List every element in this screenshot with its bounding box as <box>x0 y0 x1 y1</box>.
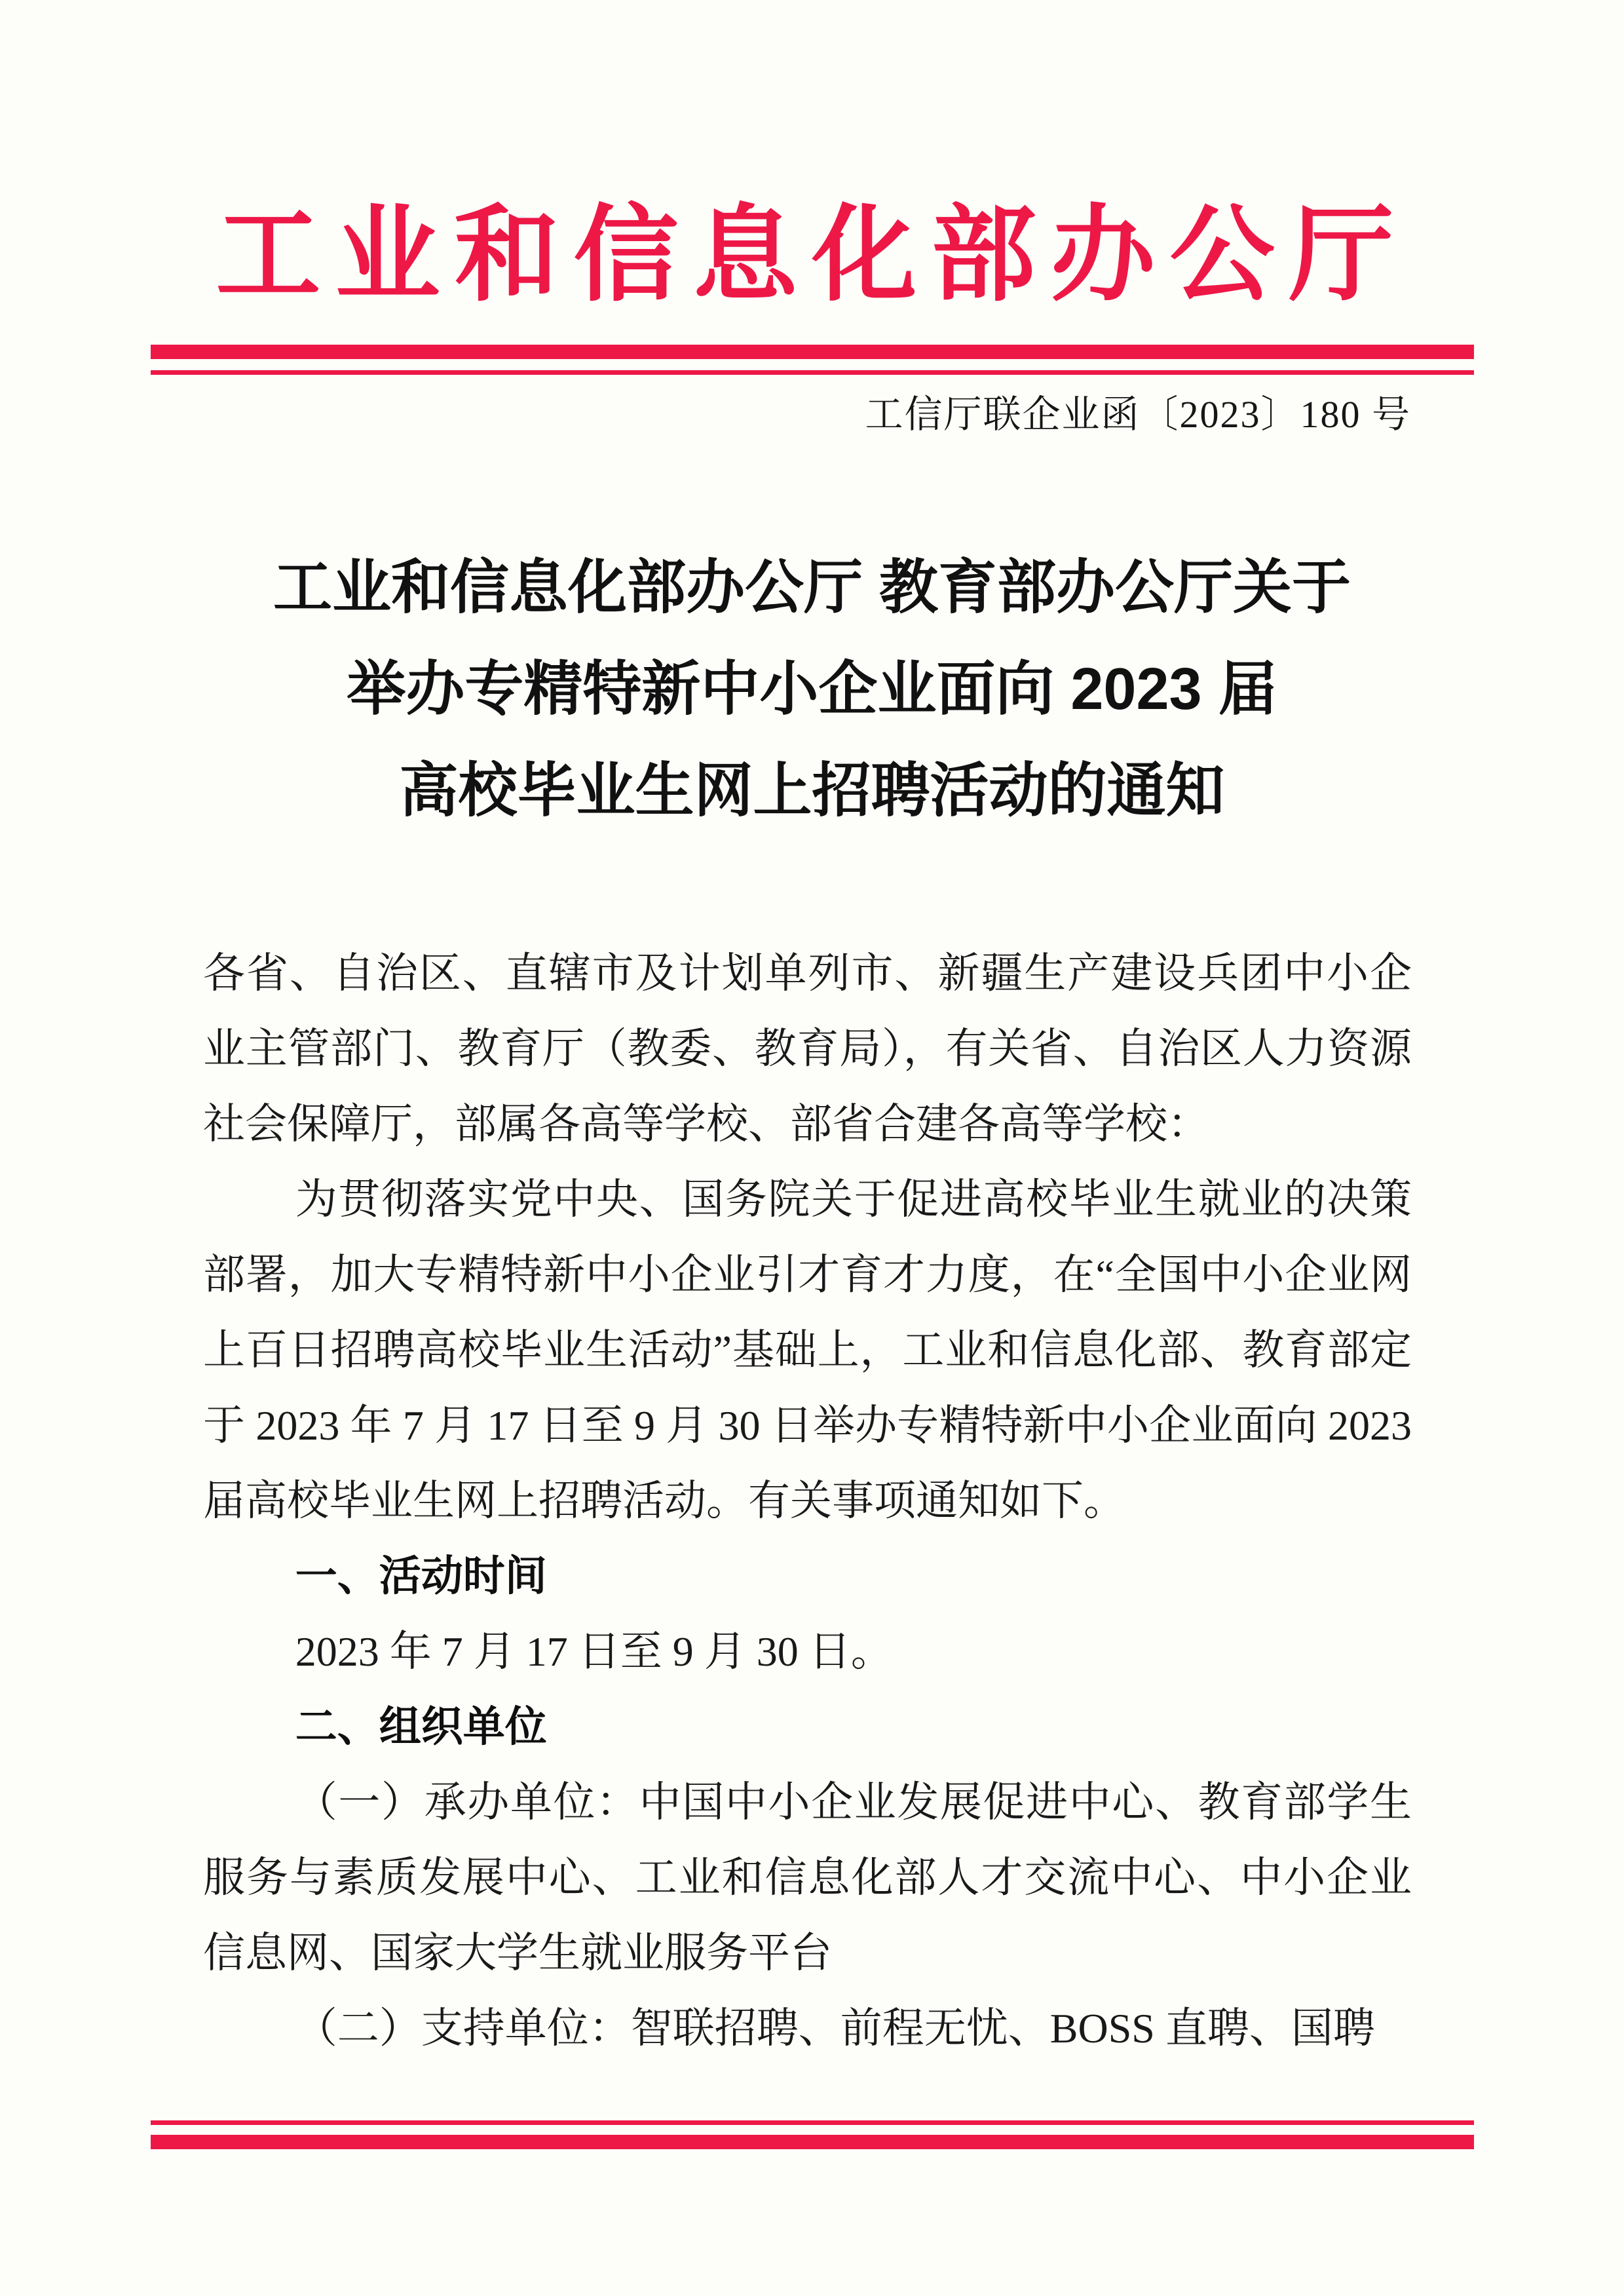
notice-title <box>0 537 1624 842</box>
section-heading: 一、活动时间 <box>295 1552 547 1599</box>
footer-rule-thin <box>151 2120 1474 2125</box>
body-paragraph: （二）支持单位：智联招聘、前程无忧、BOSS 直聘、国聘 <box>295 2005 1375 2052</box>
notice-title-line-2: 举办专精特新中小企业面向 2023 届 <box>347 657 1277 722</box>
letterhead-rule-thick <box>151 345 1474 359</box>
body-paragraph: 各省、自治区、直辖市及计划单列市、新疆生产建设兵团中小企业主管部门、教育厅（教委、教育局），有关省、自治区人力资源社会保障厅，部属各高等学校、部省合建各高等学校： <box>203 950 1412 1147</box>
notice-title-line-1: 工业和信息化部办公厅 教育部办公厅关于 <box>273 555 1351 621</box>
section-heading: 二、组织单位 <box>295 1703 547 1750</box>
footer-rule-thick <box>151 2135 1474 2149</box>
body-paragraph: （一）承办单位：中国中小企业发展促进中心、教育部学生服务与素质发展中心、工业和信息化部人才交流中心、中小企业信息网、国家大学生就业服务平台 <box>203 1779 1412 1976</box>
letterhead-agency-title: 工业和信息化部办公厅 <box>216 197 1408 314</box>
body-paragraph: 为贯彻落实党中央、国务院关于促进高校毕业生就业的决策部署，加大专精特新中小企业引才育才力度，在“全国中小企业网上百日招聘高校毕业生活动”基础上，工业和信息化部、教育部定于 2023 年 7 月 17 日至 9 月 30 日举办专精特新中小企业面向 2023 届高校毕业生网上招聘活动。有关事项通知如下。 <box>203 1176 1412 1524</box>
notice-body <box>203 936 1412 2066</box>
notice-title-line-3: 高校毕业生网上招聘活动的通知 <box>399 758 1225 824</box>
body-paragraph: 2023 年 7 月 17 日至 9 月 30 日。 <box>295 1628 893 1675</box>
document-number: 工信厅联企业函〔2023〕180 号 <box>865 393 1411 436</box>
footer-rules <box>151 2120 1474 2149</box>
letterhead-rule-thin <box>151 370 1474 375</box>
